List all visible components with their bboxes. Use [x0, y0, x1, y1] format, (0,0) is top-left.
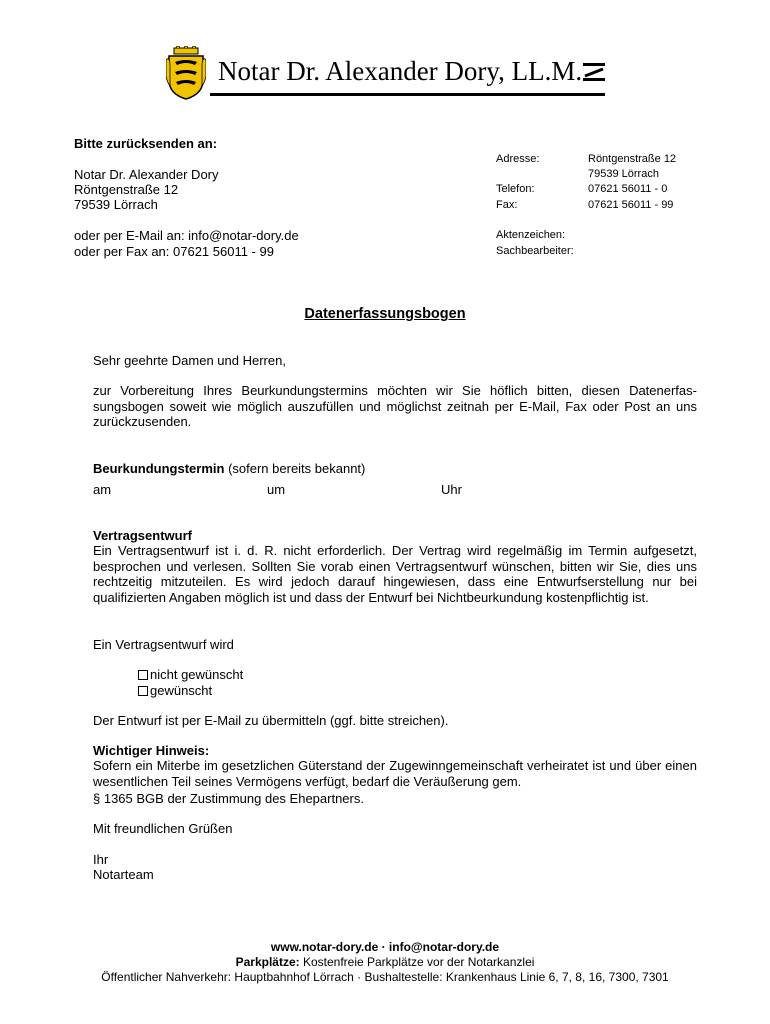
draft-heading: Vertragsentwurf: [93, 528, 192, 543]
coat-of-arms-logo: [166, 46, 206, 100]
return-city: 79539 Lörrach: [74, 197, 158, 212]
appointment-label: Beurkundungstermin: [93, 461, 225, 476]
draft-question: Ein Vertragsentwurf wird: [93, 637, 234, 652]
notice-heading: Wichtiger Hinweis:: [93, 743, 210, 758]
address-street: Röntgenstraße 12: [588, 153, 677, 165]
return-name: Notar Dr. Alexander Dory: [74, 167, 219, 182]
appointment-note: (sofern bereits bekannt): [224, 461, 366, 476]
phone-value: 07621 56011 - 0: [588, 183, 668, 195]
intro-paragraph: zur Vorbereitung Ihres Beurkundungstermins möchten wir Sie höflich bitten, diesen Datenerfassungsbogen soweit wie möglich auszufüllen und möglichst zeitnah per E-Mail, Fax oder Post an uns zurückzusenden.: [93, 383, 697, 430]
closing-line-1: Ihr: [93, 852, 109, 867]
option-wanted[interactable]: [138, 683, 212, 699]
checkbox-not-wanted[interactable]: [138, 670, 148, 680]
header-rule: [210, 93, 605, 96]
option-not-wanted-label: nicht gewünscht: [150, 667, 244, 682]
footer-web-email: www.notar-dory.de · info@notar-dory.de: [270, 940, 500, 954]
footer-parking-text: Kostenfreie Parkplätze vor der Notarkanzlei: [299, 955, 535, 969]
notary-name-title: Notar Dr. Alexander Dory, LL.M.: [218, 56, 583, 86]
return-street: Röntgenstraße 12: [74, 182, 179, 197]
appointment-line: [93, 461, 697, 477]
document-title: Datenerfassungsbogen: [304, 306, 466, 322]
draft-paragraph: Ein Vertragsentwurf ist i. d. R. nicht erforderlich. Der Vertrag wird regelmäßig im Termin aufgesetzt, besprochen und verlesen. Sollten Sie vorab einen Vertragsentwurf wünschen, bitten wir Sie, dies uns rechtzeitig mitzuteilen. Es wird jedoch darauf hingewiesen, dass eine Entwurfserstellung nur bei qualifizierten Angaben möglich ist und dass der Entwurf bei Nichtbeurkundung kostenpflichtig ist.: [93, 543, 697, 605]
footer-parking: [0, 955, 770, 970]
return-fax: oder per Fax an: 07621 56011 - 99: [74, 244, 274, 259]
notice-paragraph: Sofern ein Miterbe im gesetzlichen Güterstand der Zugewinngemeinschaft verheiratet ist und über einen wesentlichen Teil seines Vermögens verfügt, bedarf die Veräußerung gem.: [93, 758, 697, 789]
checkbox-wanted[interactable]: [138, 686, 148, 696]
phone-label: Telefon:: [496, 183, 535, 195]
file-number-label: Aktenzeichen:: [496, 229, 566, 241]
notice-paragraph-2: § 1365 BGB der Zustimmung des Ehepartners.: [93, 791, 364, 806]
option-not-wanted[interactable]: [138, 667, 243, 683]
salutation: Sehr geehrte Damen und Herren,: [93, 353, 286, 368]
closing-line-2: Notarteam: [93, 867, 154, 882]
fax-label: Fax:: [496, 199, 518, 211]
return-heading: Bitte zurücksenden an:: [74, 136, 218, 151]
appointment-date-label: am: [93, 482, 112, 497]
fax-value: 07621 56011 - 99: [588, 199, 674, 211]
clerk-label: Sachbearbeiter:: [496, 245, 574, 257]
appointment-time-label: um: [267, 482, 286, 497]
return-email: oder per E-Mail an: info@notar-dory.de: [74, 228, 299, 243]
option-wanted-label: gewünscht: [150, 683, 213, 698]
address-label: Adresse:: [496, 153, 540, 165]
appointment-unit-label: Uhr: [441, 482, 462, 497]
footer-transit: Öffentlicher Nahverkehr: Hauptbahnhof Lörrach · Bushaltestelle: Krankenhaus Linie 6, 7, 8, 16, 7300, 7301: [101, 970, 669, 984]
address-city: 79539 Lörrach: [588, 168, 659, 180]
closing-greeting: Mit freundlichen Grüßen: [93, 821, 233, 836]
footer-parking-label: Parkplätze:: [235, 955, 300, 969]
draft-email-note: Der Entwurf ist per E-Mail zu übermitteln (ggf. bitte streichen).: [93, 713, 449, 728]
section-mark-icon: [581, 60, 607, 84]
